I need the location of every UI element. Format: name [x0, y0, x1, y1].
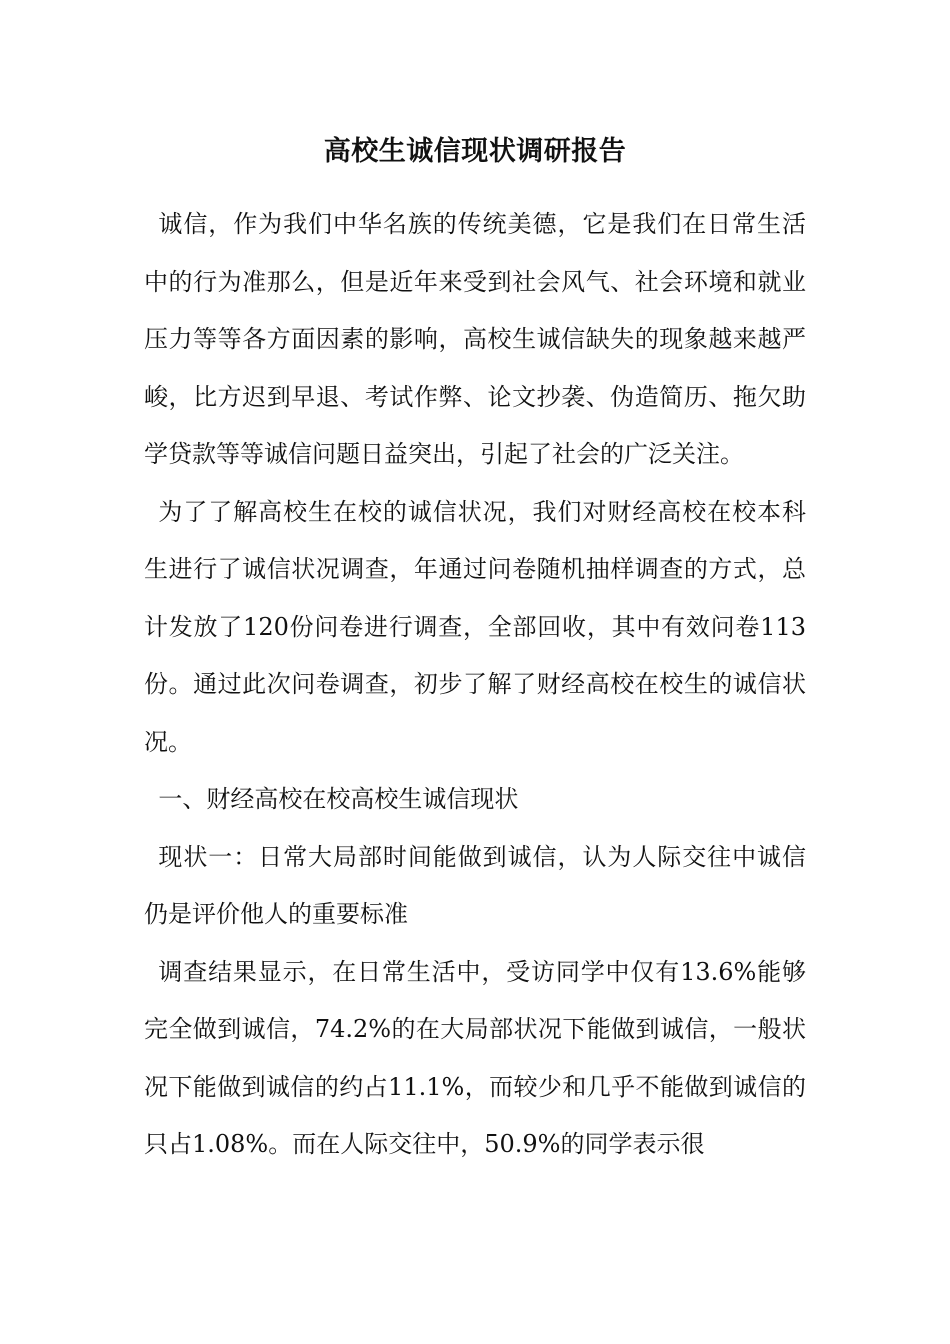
paragraph-survey-method: 为了了解高校生在校的诚信状况，我们对财经高校在校本科生进行了诚信状况调查，年通过问卷随机抽样调查的方式，总计发放了120份问卷进行调查，全部回收，其中有效问卷113份。通过此次问卷调查，初步了解了财经高校在校生的诚信状况。	[144, 497, 806, 756]
document-body	[144, 196, 806, 1174]
paragraph-survey-results: 调查结果显示，在日常生活中，受访同学中仅有13.6%能够完全做到诚信，74.2%的在大局部状况下能做到诚信，一般状况下能做到诚信的约占11.1%，而较少和几乎不能做到诚信的只占1.08%。而在人际交往中，50.9%的同学表示很	[144, 957, 806, 1158]
document-title: 高校生诚信现状调研报告	[323, 136, 627, 167]
paragraph-intro: 诚信，作为我们中华名族的传统美德，它是我们在日常生活中的行为准那么，但是近年来受到社会风气、社会环境和就业压力等等各方面因素的影响，高校生诚信缺失的现象越来越严峻，比方迟到早退、考试作弊、论文抄袭、伪造简历、拖欠助学贷款等等诚信问题日益突出，引起了社会的广泛关注。	[144, 210, 806, 468]
subheading-status-1: 现状一：日常大局部时间能做到诚信，认为人际交往中诚信仍是评价他人的重要标准	[144, 842, 806, 928]
section-heading-1: 一、财经高校在校高校生诚信现状	[158, 785, 519, 813]
